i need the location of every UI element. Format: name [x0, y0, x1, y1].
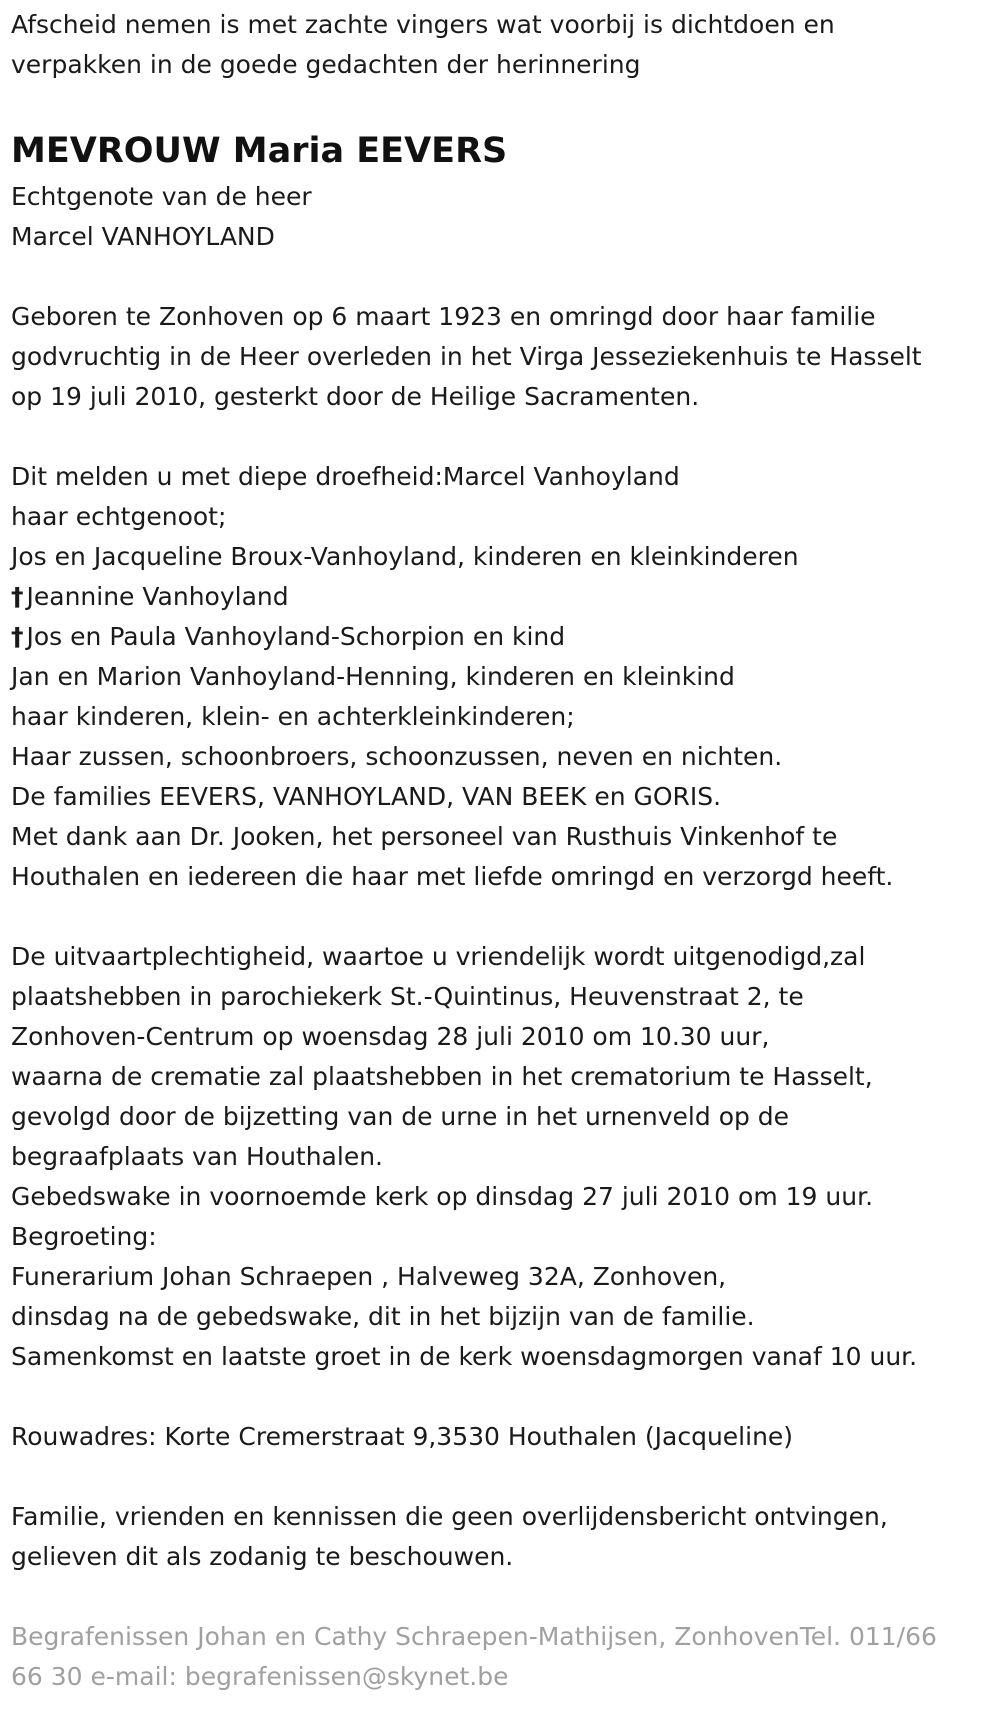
- ceremony-line: waarna de crematie zal plaatshebben in het crematorium te Hasselt,: [11, 1062, 873, 1091]
- family-child-deceased: [11, 617, 991, 657]
- family-child-name: Jeannine Vanhoyland: [26, 582, 289, 611]
- spouse-line: Echtgenote van de heer: [11, 182, 312, 211]
- ceremony-line: Begroeting:: [11, 1222, 157, 1251]
- ceremony-line: plaatshebben in parochiekerk St.-Quintinus, Heuvenstraat 2, te: [11, 982, 804, 1011]
- family-intro: Dit melden u met diepe droefheid:Marcel Vanhoyland: [11, 462, 680, 491]
- intro-line: Afscheid nemen is met zachte vingers wat voorbij is dichtdoen en: [11, 10, 835, 39]
- ceremony-line: begraafplaats van Houthalen.: [11, 1142, 383, 1171]
- intro-quote: [11, 5, 991, 85]
- family-child-deceased: [11, 577, 991, 617]
- family-child-name: Jos en Paula Vanhoyland-Schorpion en kind: [26, 622, 566, 651]
- family-names: De families EEVERS, VANHOYLAND, VAN BEEK en GORIS.: [11, 782, 722, 811]
- birth-line: godvruchtig in de Heer overleden in het Virga Jesseziekenhuis te Hasselt: [11, 342, 922, 371]
- family-descendants: haar kinderen, klein- en achterkleinkinderen;: [11, 702, 575, 731]
- cross-icon: †: [11, 622, 24, 651]
- deceased-name-title: MEVROUW Maria EEVERS: [11, 131, 508, 171]
- birth-death-block: [11, 297, 991, 417]
- family-spouse-role: haar echtgenoot;: [11, 502, 227, 531]
- ceremony-line: Samenkomst en laatste groet in de kerk woensdagmorgen vanaf 10 uur.: [11, 1342, 918, 1371]
- spouse-line: Marcel VANHOYLAND: [11, 222, 275, 251]
- family-block: [11, 457, 991, 897]
- notice-line: Familie, vrienden en kennissen die geen overlijdensbericht ontvingen,: [11, 1502, 888, 1531]
- ceremony-line: De uitvaartplechtigheid, waartoe u vriendelijk wordt uitgenodigd,zal: [11, 942, 866, 971]
- mourning-address: [11, 1417, 991, 1457]
- family-thanks: Houthalen en iedereen die haar met liefde omringd en verzorgd heeft.: [11, 862, 894, 891]
- family-child: Jos en Jacqueline Broux-Vanhoyland, kinderen en kleinkinderen: [11, 542, 799, 571]
- footer-line: 66 30 e-mail: begrafenissen@skynet.be: [11, 1662, 509, 1691]
- birth-line: Geboren te Zonhoven op 6 maart 1923 en omringd door haar familie: [11, 302, 876, 331]
- family-siblings: Haar zussen, schoonbroers, schoonzussen, neven en nichten.: [11, 742, 783, 771]
- birth-line: op 19 juli 2010, gesterkt door de Heilige Sacramenten.: [11, 382, 700, 411]
- footer-line: Begrafenissen Johan en Cathy Schraepen-Mathijsen, ZonhovenTel. 011/66: [11, 1622, 937, 1651]
- intro-line: verpakken in de goede gedachten der herinnering: [11, 50, 641, 79]
- ceremony-line: Funerarium Johan Schraepen , Halveweg 32A, Zonhoven,: [11, 1262, 727, 1291]
- ceremony-block: [11, 937, 991, 1377]
- address-line: Rouwadres: Korte Cremerstraat 9,3530 Houthalen (Jacqueline): [11, 1422, 794, 1451]
- funeral-home-footer: [11, 1617, 991, 1697]
- obituary-page: [11, 0, 991, 1697]
- notice-line: gelieven dit als zodanig te beschouwen.: [11, 1542, 514, 1571]
- family-thanks: Met dank aan Dr. Jooken, het personeel van Rusthuis Vinkenhof te: [11, 822, 838, 851]
- notice-block: [11, 1497, 991, 1577]
- ceremony-line: Gebedswake in voornoemde kerk op dinsdag 27 juli 2010 om 19 uur.: [11, 1182, 874, 1211]
- cross-icon: †: [11, 582, 24, 611]
- ceremony-line: dinsdag na de gebedswake, dit in het bijzijn van de familie.: [11, 1302, 755, 1331]
- ceremony-line: gevolgd door de bijzetting van de urne in het urnenveld op de: [11, 1102, 790, 1131]
- ceremony-line: Zonhoven-Centrum op woensdag 28 juli 2010 om 10.30 uur,: [11, 1022, 770, 1051]
- spouse-block: [11, 177, 991, 257]
- family-child: Jan en Marion Vanhoyland-Henning, kinderen en kleinkind: [11, 662, 735, 691]
